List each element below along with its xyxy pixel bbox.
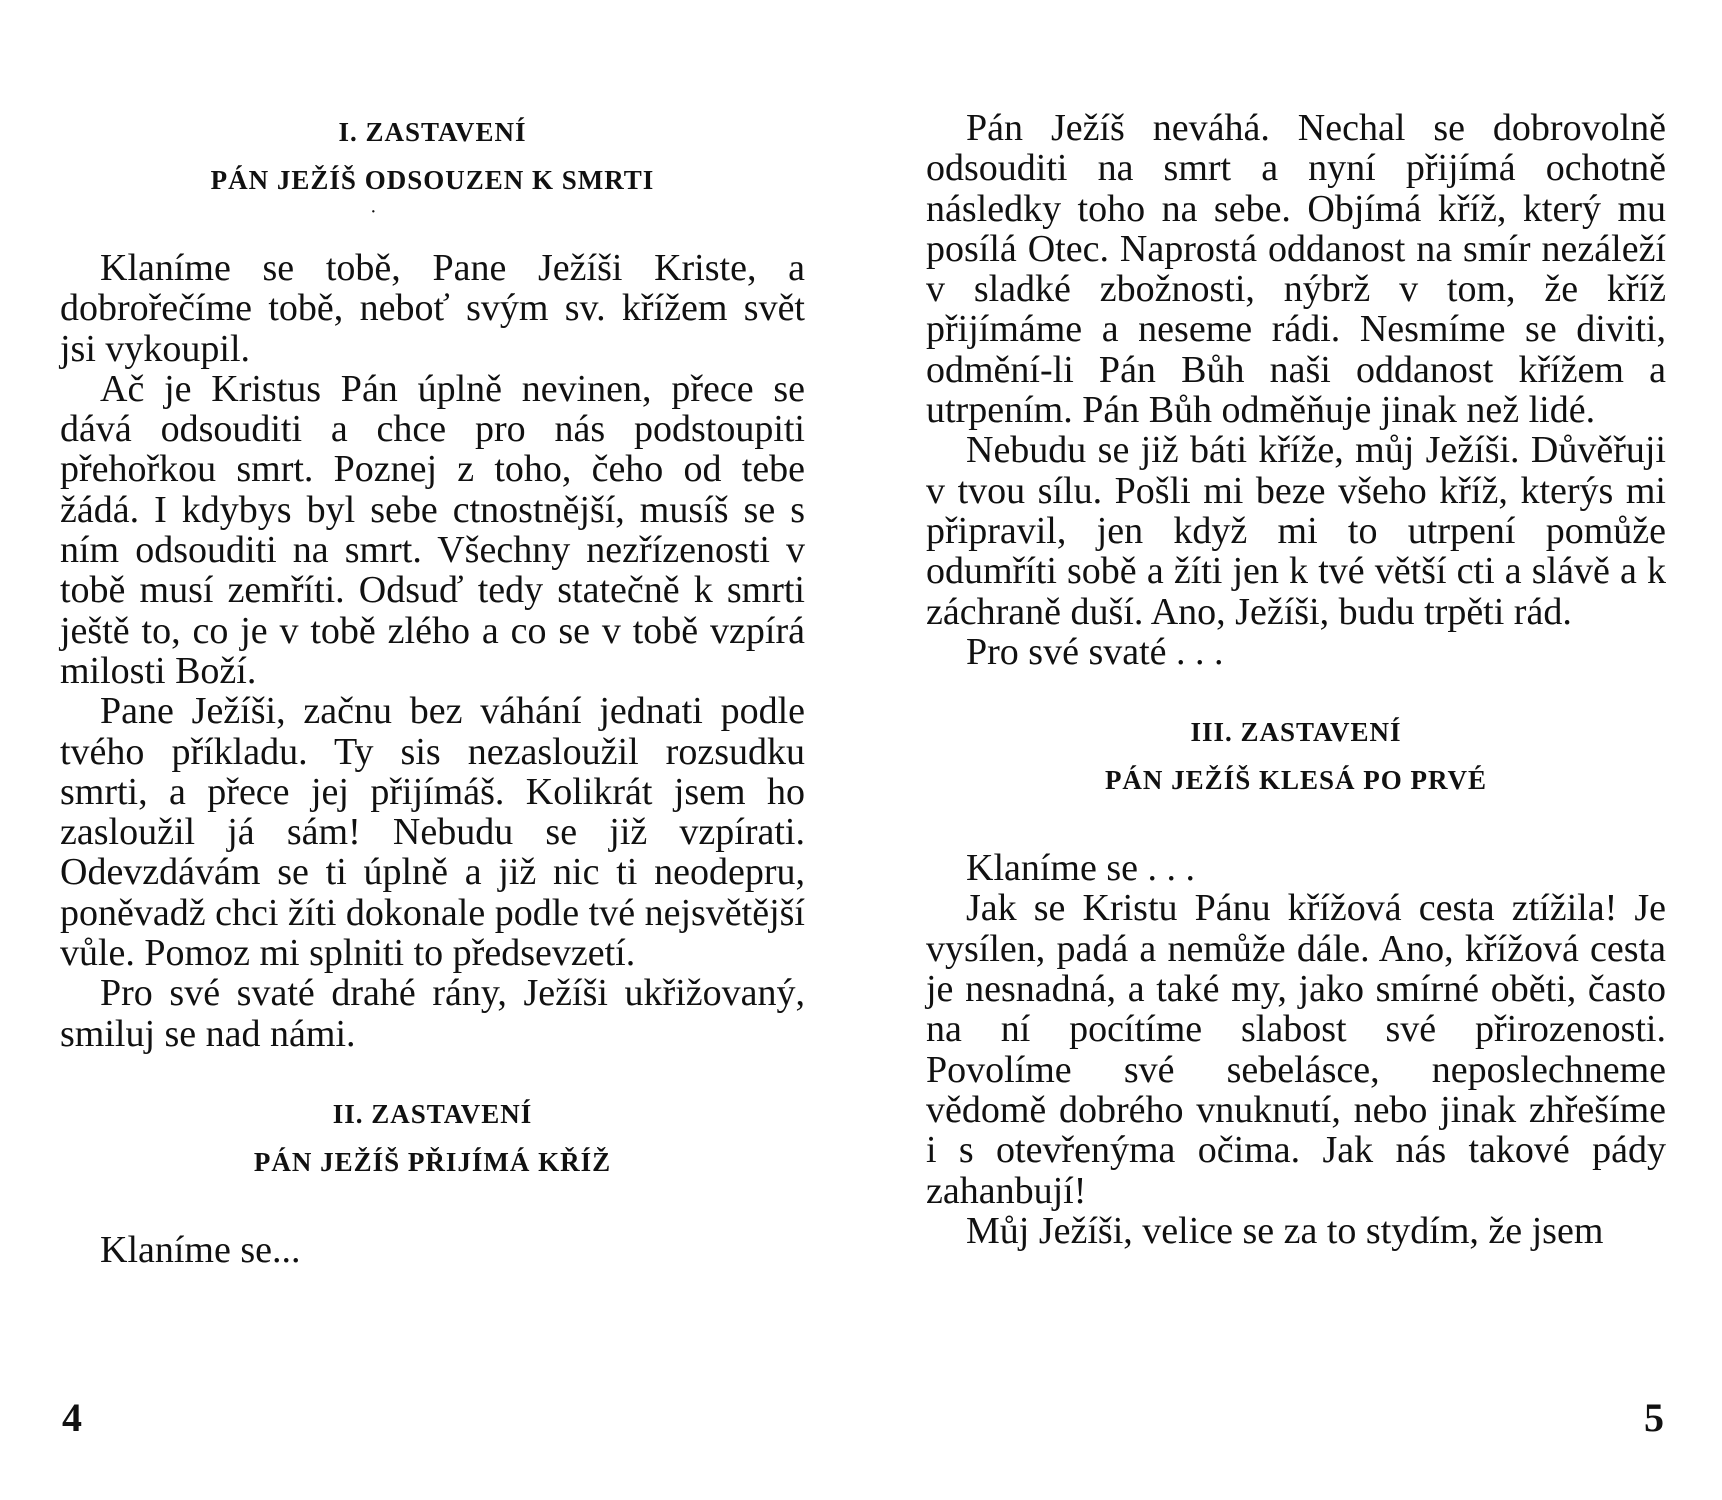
station-3-subheading: PÁN JEŽÍŠ KLESÁ PO PRVÉ <box>1104 765 1488 796</box>
paragraph: Nebudu se již báti kříže, můj Ježíši. Důvěřuji v tvou sílu. Pošli mi beze všeho kříž, kterýs mi připravil, jen když mi to utrpení pomůže odumříti sobě a žíti jen k tvé větší cti a slávě a k záchraně duší. Ano, Ježíši, budu trpěti rád. <box>926 429 1666 633</box>
station-3-heading: III. ZASTAVENÍ <box>1190 717 1402 748</box>
paragraph: Jak se Kristu Pánu křížová cesta ztížila! Je vysílen, padá a nemůže dále. Ano, křížová cesta je nesnadná, a také my, jako smírné oběti, často na ní pocítíme slabost své přirozenosti. Povolíme své sebelásce, neposlechneme vědomě dobrého vnuknutí, nebo jinak zhřešíme i s otevřenýma očima. Jak nás takové pády zahanbují! <box>926 887 1666 1212</box>
right-page <box>861 0 1722 1500</box>
paragraph: Pro své svaté drahé rány, Ježíši ukřižovaný, smiluj se nad námi. <box>60 972 805 1055</box>
paragraph: Klaníme se... <box>100 1228 301 1271</box>
paragraph: Můj Ježíši, velice se za to stydím, že jsem <box>966 1209 1604 1252</box>
right-text-column <box>926 108 1666 1251</box>
paragraph: Klaníme se tobě, Pane Ježíši Kriste, a dobrořečíme tobě, neboť svým sv. křížem svět jsi vykoupil. <box>60 247 805 370</box>
printer-dot-mark: · <box>370 201 377 223</box>
page-number-right: 5 <box>1644 1395 1664 1440</box>
station-1-subheading: PÁN JEŽÍŠ ODSOUZEN K SMRTI <box>210 165 655 195</box>
left-text-column <box>60 108 805 1270</box>
station-2-heading: II. ZASTAVENÍ <box>332 1098 533 1129</box>
station-2-subheading: PÁN JEŽÍŠ PŘIJÍMÁ KŘÍŽ <box>253 1146 612 1177</box>
station-1-heading: I. ZASTAVENÍ <box>338 117 527 147</box>
paragraph: Pro své svaté . . . <box>966 630 1224 673</box>
page-number-left: 4 <box>62 1395 82 1440</box>
paragraph: Pane Ježíši, začnu bez váhání jednati podle tvého příkladu. Ty sis nezasloužil rozsudku smrti, a přece jej přijímáš. Kolikrát jsem ho zasloužil já sám! Nebudu se již vzpírati. Odevzdávám se ti úplně a již nic ti neodepru, poněvadž chci žíti dokonale podle tvé nejsvětější vůle. Pomoz mi splniti to předsevzetí. <box>60 690 805 975</box>
paragraph: Klaníme se . . . <box>966 847 1196 890</box>
paragraph: Ač je Kristus Pán úplně nevinen, přece se dává odsouditi a chce pro nás podstoupiti přehořkou smrt. Poznej z toho, čeho od tebe žádá. I kdybys byl sebe ctnostnější, musíš se s ním odsouditi na smrt. Všechny nezřízenosti v tobě musí zemříti. Odsuď tedy statečně k smrti ještě to, co je v tobě zlého a co se v tobě vzpírá milosti Boží. <box>60 367 805 692</box>
paragraph: Pán Ježíš neváhá. Nechal se dobrovolně odsouditi na smrt a nyní přijímá ochotně následky toho na sebe. Objímá kříž, který mu posílá Otec. Naprostá oddanost na smír nezáleží v sladké zbožnosti, nýbrž v tom, že kříž přijímáme a neseme rádi. Nesmíme se diviti, odmění-li Pán Bůh naši oddanost křížem a utrpením. Pán Bůh odměňuje jinak než lidé. <box>926 107 1666 432</box>
